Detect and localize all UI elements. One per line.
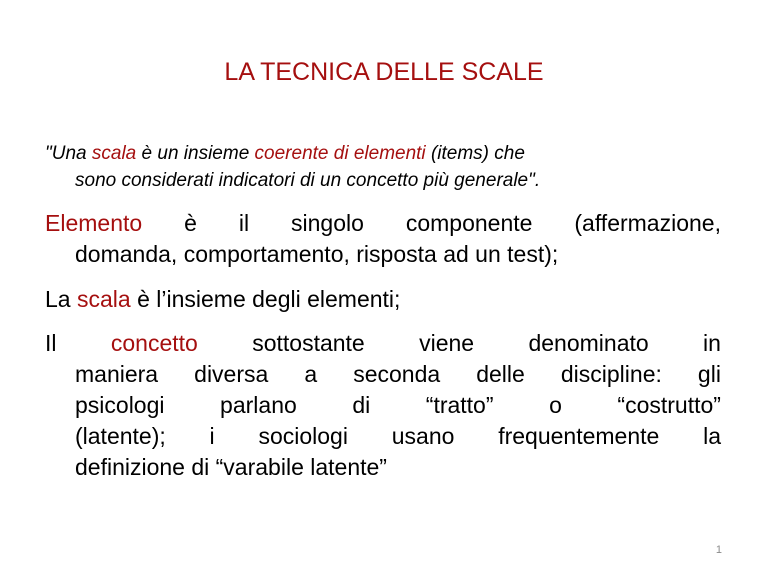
- scala-paragraph: [45, 284, 721, 315]
- quote-text-1: è un insieme: [141, 143, 250, 164]
- word: “costrutto”: [617, 392, 721, 418]
- word: psicologi: [75, 392, 165, 418]
- quote-line-2: sono considerati indicatori di un concetto più generale".: [75, 170, 541, 191]
- scala-line: [45, 284, 721, 315]
- word: i: [209, 423, 215, 449]
- word: parlano: [220, 392, 297, 418]
- concetto-line-1: [45, 328, 721, 359]
- word: sociologi: [258, 423, 348, 449]
- concetto-paragraph: [45, 328, 721, 483]
- scala-prefix: La: [45, 286, 71, 312]
- word: frequentemente: [498, 423, 660, 449]
- word: la: [703, 423, 721, 449]
- slide-title: LA TECNICA DELLE SCALE: [224, 58, 544, 86]
- word: singolo: [291, 210, 364, 236]
- quote-text-2: (items) che: [430, 143, 525, 164]
- word: sottostante: [252, 330, 365, 356]
- word: di: [352, 392, 371, 418]
- word: a: [304, 361, 318, 387]
- word: o: [549, 392, 562, 418]
- word: seconda: [353, 361, 441, 387]
- word: discipline:: [560, 361, 662, 387]
- elemento-line-1: [45, 208, 721, 239]
- word: “tratto”: [425, 392, 494, 418]
- word: usano: [391, 423, 455, 449]
- concetto-prefix: Il: [45, 330, 57, 356]
- term-scala: scala: [76, 286, 131, 312]
- scale-definition-quote: [45, 140, 721, 194]
- word: (latente);: [75, 423, 166, 449]
- elemento-line-2: domanda, comportamento, risposta ad un test);: [75, 241, 559, 267]
- scala-rest: è l’insieme degli elementi;: [137, 286, 401, 312]
- elemento-paragraph: [45, 208, 721, 270]
- word: maniera: [75, 361, 159, 387]
- quote-term-scala: scala: [91, 143, 137, 164]
- word: viene: [419, 330, 475, 356]
- word: (affermazione,: [574, 210, 721, 236]
- term-concetto: concetto: [110, 330, 198, 356]
- word: diversa: [194, 361, 269, 387]
- concetto-line-5: definizione di “varabile latente”: [75, 454, 387, 480]
- word: componente: [405, 210, 533, 236]
- concetto-line-4: [45, 421, 721, 452]
- word: [45, 328, 57, 359]
- word: in: [703, 330, 721, 356]
- concetto-line-3: [45, 390, 721, 421]
- quote-open: "Una: [45, 143, 87, 164]
- word: gli: [697, 361, 721, 387]
- concetto-line-2: [45, 359, 721, 390]
- word: il: [238, 210, 250, 236]
- page-number: 1: [715, 544, 722, 556]
- word: è: [184, 210, 197, 236]
- quote-term-coerente: coerente di elementi: [254, 143, 426, 164]
- word: delle: [476, 361, 525, 387]
- term-elemento: Elemento: [45, 210, 143, 236]
- word: denominato: [528, 330, 649, 356]
